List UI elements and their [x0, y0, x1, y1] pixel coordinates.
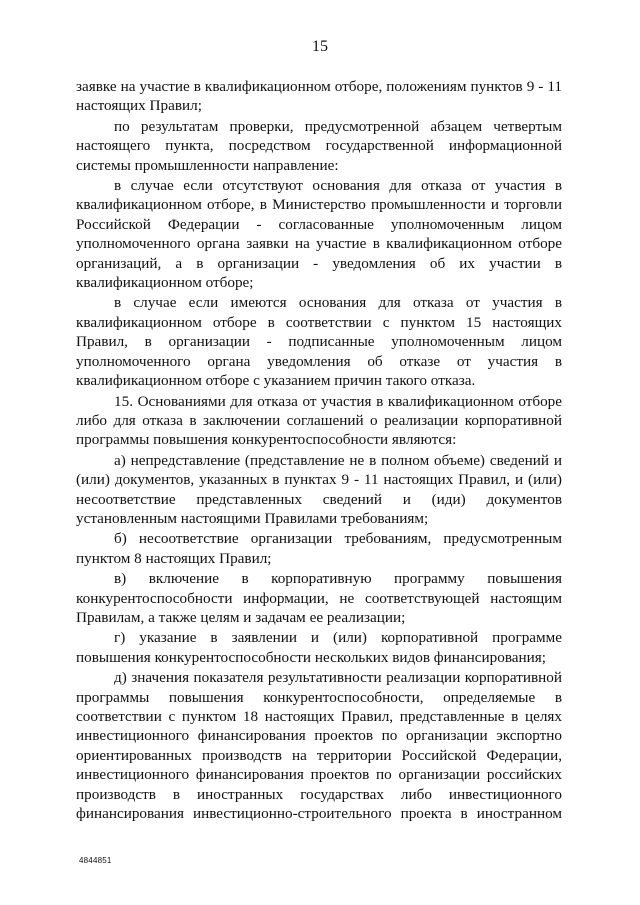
paragraph-item-v: в) включение в корпоративную программу повышения конкурентоспособности информации, не соответствующей настоящим Правилам, а также целям и задачам ее реализации;: [76, 570, 562, 626]
page-number: 15: [312, 38, 328, 55]
document-body: [76, 77, 562, 824]
paragraph-item-d: д) значения показателя результативности реализации корпоративной программы повышения конкурентоспособности, определяемые в соответствии с пунктом 18 настоящих Правил, представленные в целях инвестиционного финансирования проектов по организации экспортно ориентированных производств на территории Российской Федерации, инвестиционного финансирования проектов по организации российских производств в иностранных государствах либо инвестиционного финансирования инвестиционно-строительного проекта в иностранном: [76, 669, 562, 823]
paragraph-clause-15: 15. Основаниями для отказа от участия в квалификационном отборе либо для отказа в заключении соглашений о реализации корпоративной программы повышения конкурентоспособности являются:: [76, 392, 562, 449]
paragraph-item-g: г) указание в заявлении и (или) корпоративной программе повышения конкурентоспособности нескольких видов финансирования;: [76, 629, 562, 666]
document-id: 4844851: [79, 856, 112, 865]
paragraph-grounds-refusal: в случае если имеются основания для отказа от участия в квалификационном отборе в соответствии с пунктом 15 настоящих Правил, в организации - подписанные уполномоченным лицом уполномоченного органа уведомления об отказе от участия в квалификационном отборе с указанием причин такого отказа.: [76, 294, 562, 390]
paragraph-continuation: заявке на участие в квалификационном отборе, положениям пунктов 9 - 11 настоящих Правил;: [76, 78, 562, 115]
paragraph-verification-result: по результатам проверки, предусмотренной абзацем четвертым настоящего пункта, посредством государственной информационной системы промышленности направление:: [76, 117, 562, 174]
paragraph-item-b: б) несоответствие организации требованиям, предусмотренным пунктом 8 настоящих Правил;: [76, 530, 562, 567]
paragraph-item-a: а) непредставление (представление не в полном объеме) сведений и (или) документов, указанных в пунктах 9 - 11 настоящих Правил, и (или) несоответствие представленных сведений и (иди) документов установленным настоящими Правилами требованиям;: [76, 451, 562, 527]
paragraph-no-grounds-refusal: в случае если отсутствуют основания для отказа от участия в квалификационном отборе, в Министерство промышленности и торговли Российской Федерации - согласованные уполномоченным лицом уполномоченного органа заявки на участие в квалификационном отборе организаций, а в организации - уведомления об их участии в квалификационном отборе;: [76, 177, 562, 292]
